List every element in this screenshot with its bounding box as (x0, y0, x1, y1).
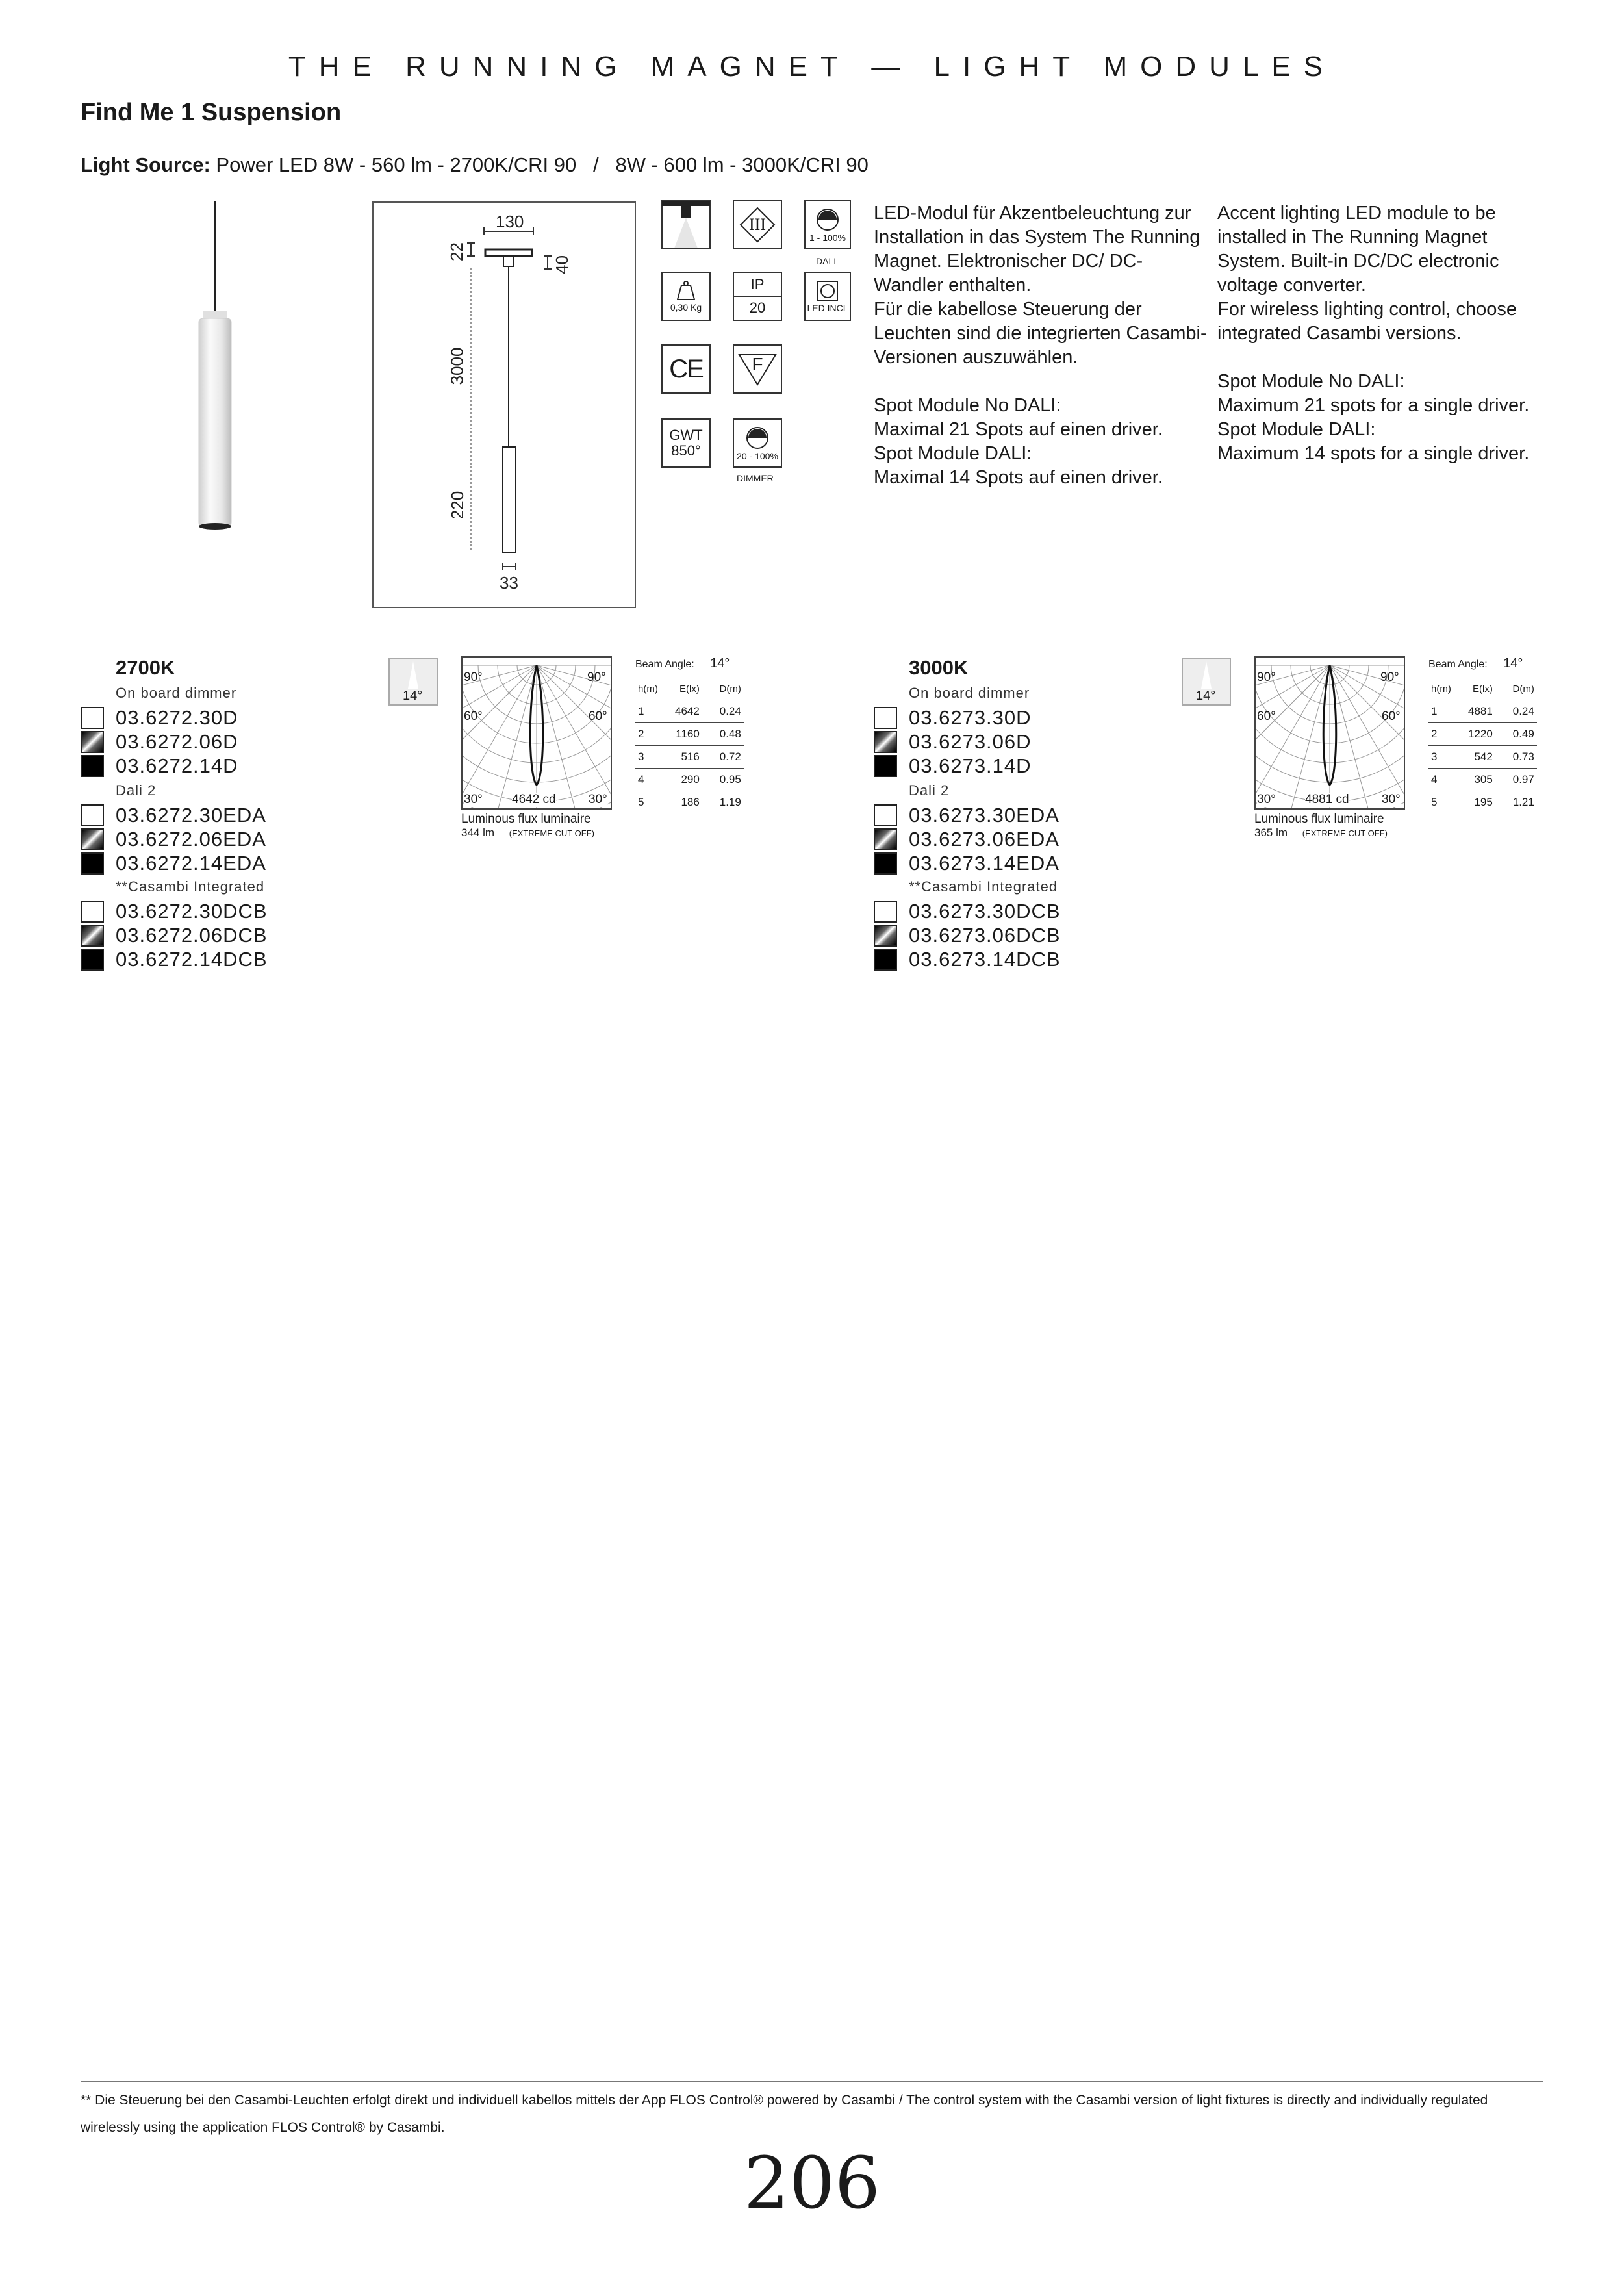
product-code-row (81, 947, 268, 971)
product-code: 03.6272.06EDA (116, 827, 266, 850)
product-code-row (874, 706, 1032, 730)
dali-label: DALI (816, 256, 837, 266)
finish-swatch (874, 804, 897, 826)
en-paragraph-2: For wireless lighting control, choose integrated Casambi versions. (1217, 299, 1517, 344)
illuminance-table-body (635, 678, 744, 813)
product-code-row (874, 923, 1061, 947)
product-code-row (81, 803, 266, 827)
table-row: 5 186 1.19 (638, 796, 741, 808)
product-code: 03.6272.30DCB (116, 899, 268, 923)
finish-swatch (81, 852, 104, 875)
finish-swatch (874, 828, 897, 850)
product-code-row (81, 851, 266, 875)
group-label-casambi: **Casambi Integrated (909, 878, 1058, 895)
table-row: 1 4881 0.24 (1428, 700, 1537, 723)
flux-label: Luminous flux luminaire (461, 812, 591, 826)
weight-icon: 0,30 Kg (661, 272, 711, 321)
ce-mark-icon: CE (661, 344, 711, 394)
product-code: 03.6272.30D (116, 706, 238, 729)
product-code: 03.6273.30D (909, 706, 1032, 729)
product-code-row (874, 851, 1059, 875)
footnote: ** Die Steuerung bei den Casambi-Leuchten erfolgt direkt und individuell kabellos mittels der App FLOS Control® powered by Casambi / The control system with the Casambi version of light fixtures is directly and individually regulated wirelessly using the application FLOS Control® by Casambi. (81, 2093, 1488, 2135)
dimension-drawing (372, 201, 636, 608)
de-line-4: Maximal 14 Spots auf einen driver. (874, 467, 1163, 488)
product-code-row (874, 730, 1032, 754)
finish-swatch (81, 707, 104, 729)
en-paragraph-1: Accent lighting LED module to be installed in The Running Magnet System. Built-in DC/DC electronic voltage converter. (1217, 203, 1499, 296)
dim-top-height: 22 (446, 242, 466, 261)
table-row: 2 1220 0.49 (1428, 723, 1537, 746)
group-label-casambi: **Casambi Integrated (116, 878, 265, 895)
variant-3000k (874, 656, 1588, 981)
table-header-row: h(m) E(lx) D(m) (635, 678, 744, 700)
finish-swatch (874, 901, 897, 923)
beam-angle-icon: 14° (1182, 658, 1231, 706)
table-row: 3 516 0.72 (635, 746, 744, 769)
de-paragraph-1: LED-Modul für Akzentbeleuchtung zur Installation in das System The Running Magnet. Elektronischer DC/ DC-Wandler enthalten. (874, 203, 1200, 296)
table-row: 4 290 0.95 (635, 769, 744, 791)
product-code: 03.6273.30EDA (909, 803, 1059, 826)
light-source-label: Light Source: (81, 153, 210, 176)
illuminance-table: Beam Angle: 14° h(m) E(lx) D(m) 1 4881 0.24 2 1220 0.49 3 542 0.73 4 305 0.97 5 195 1.21 (1428, 656, 1537, 813)
product-code: 03.6273.06EDA (909, 827, 1059, 850)
product-code-row (874, 754, 1032, 778)
product-code-row (81, 923, 268, 947)
finish-swatch (874, 731, 897, 753)
codes-onboard (81, 706, 238, 778)
table-row: 5 195 1.21 (1431, 796, 1534, 808)
codes-casambi (874, 899, 1061, 971)
product-code: 03.6273.14EDA (909, 851, 1059, 875)
product-photo (182, 201, 253, 546)
dim-top-width: 40 (552, 255, 572, 274)
dimmer-icon: 20 - 100% (733, 418, 782, 468)
peak-intensity: 4642 cd (512, 793, 556, 806)
description-de (874, 201, 1212, 490)
group-label-onboard: On board dimmer (909, 685, 1030, 701)
illuminance-table-body (1428, 678, 1537, 813)
product-code-row (874, 803, 1059, 827)
table-row: 3 542 0.73 (1428, 746, 1537, 769)
product-code: 03.6273.06D (909, 730, 1032, 753)
group-label-onboard: On board dimmer (116, 685, 237, 701)
product-code: 03.6273.30DCB (909, 899, 1061, 923)
product-code-row (81, 899, 268, 923)
finish-swatch (81, 925, 104, 947)
finish-swatch (81, 828, 104, 850)
page-header-title: THE RUNNING MAGNET — LIGHT MODULES (288, 51, 1336, 83)
en-line-4: Maximum 14 spots for a single driver. (1217, 443, 1530, 464)
dimmer-label: DIMMER (737, 473, 774, 483)
table-row: 2 1160 0.48 (635, 723, 744, 746)
product-code: 03.6272.06D (116, 730, 238, 753)
light-source-value: Power LED 8W - 560 lm - 2700K/CRI 90 / 8W - 600 lm - 3000K/CRI 90 (216, 153, 869, 176)
en-line-1: Spot Module No DALI: (1217, 371, 1405, 392)
finish-swatch (81, 949, 104, 971)
codes-onboard (874, 706, 1032, 778)
product-code: 03.6272.30EDA (116, 803, 266, 826)
ip-rating-icon: IP 20 (733, 272, 782, 321)
color-temperature: 3000K (909, 656, 969, 679)
table-header-row: h(m) E(lx) D(m) (1428, 678, 1537, 700)
peak-intensity: 4881 cd (1305, 793, 1349, 806)
group-label-dali: Dali 2 (116, 782, 157, 798)
light-source-line (81, 153, 869, 177)
class3-icon: III (733, 200, 782, 249)
finish-swatch (874, 755, 897, 777)
description-en (1217, 201, 1555, 466)
en-line-2: Maximum 21 spots for a single driver. (1217, 395, 1530, 416)
product-code-row (81, 827, 266, 851)
polar-diagram: 90° 90° 60° 60° 30° 30° 4881 cd (1254, 656, 1405, 810)
dim-width: 130 (496, 212, 524, 231)
product-code: 03.6272.14D (116, 754, 238, 777)
product-code-row (81, 706, 238, 730)
product-code: 03.6272.06DCB (116, 923, 268, 947)
finish-swatch (874, 949, 897, 971)
product-code-row (874, 827, 1059, 851)
f-mark-icon: F (733, 344, 782, 394)
product-code-row (874, 899, 1061, 923)
table-row: 4 305 0.97 (1428, 769, 1537, 791)
color-temperature: 2700K (116, 656, 175, 679)
finish-swatch (81, 731, 104, 753)
product-code-row (81, 754, 238, 778)
de-line-1: Spot Module No DALI: (874, 395, 1061, 416)
page-number: 206 (744, 2141, 880, 2225)
dim-diameter: 33 (500, 573, 518, 593)
codes-casambi (81, 899, 268, 971)
dim-cable-length: 3000 (447, 347, 467, 385)
product-code-row (874, 947, 1061, 971)
finish-swatch (81, 755, 104, 777)
product-code: 03.6273.14DCB (909, 947, 1061, 971)
de-paragraph-2: Für die kabellose Steuerung der Leuchten sind die integrierten Casambi-Versionen auszuwählen. (874, 299, 1207, 368)
en-line-3: Spot Module DALI: (1217, 419, 1376, 440)
table-row: 1 4642 0.24 (635, 700, 744, 723)
flux-label: Luminous flux luminaire (1254, 812, 1384, 826)
finish-swatch (81, 804, 104, 826)
product-code: 03.6272.14DCB (116, 947, 268, 971)
finish-swatch (874, 707, 897, 729)
beam-angle-icon: 14° (388, 658, 438, 706)
flux-value-line: 365 lm (EXTREME CUT OFF) (1254, 826, 1388, 839)
polar-diagram: 90° 90° 60° 60° 30° 30° 4642 cd (461, 656, 612, 810)
dali-dim-icon: 1 - 100% (804, 200, 851, 249)
finish-swatch (874, 852, 897, 875)
variant-2700k (81, 656, 795, 981)
product-code-row (81, 730, 238, 754)
led-included-icon: LED INCL (804, 272, 851, 321)
product-code: 03.6273.06DCB (909, 923, 1061, 947)
product-code: 03.6273.14D (909, 754, 1032, 777)
de-line-2: Maximal 21 Spots auf einen driver. (874, 419, 1163, 440)
finish-swatch (81, 901, 104, 923)
glow-wire-icon: GWT 850° (661, 418, 711, 468)
dim-body-length: 220 (448, 491, 468, 520)
group-label-dali: Dali 2 (909, 782, 950, 798)
flux-value-line: 344 lm (EXTREME CUT OFF) (461, 826, 594, 839)
product-title: Find Me 1 Suspension (81, 99, 342, 126)
product-code: 03.6272.14EDA (116, 851, 266, 875)
de-line-3: Spot Module DALI: (874, 443, 1032, 464)
codes-dali (81, 803, 266, 875)
codes-dali (874, 803, 1059, 875)
illuminance-table: Beam Angle: 14° h(m) E(lx) D(m) 1 4642 0.24 2 1160 0.48 3 516 0.72 4 290 0.95 5 186 1.19 (635, 656, 744, 813)
footer-divider (81, 2081, 1543, 2082)
track-mount-icon (661, 200, 711, 249)
finish-swatch (874, 925, 897, 947)
